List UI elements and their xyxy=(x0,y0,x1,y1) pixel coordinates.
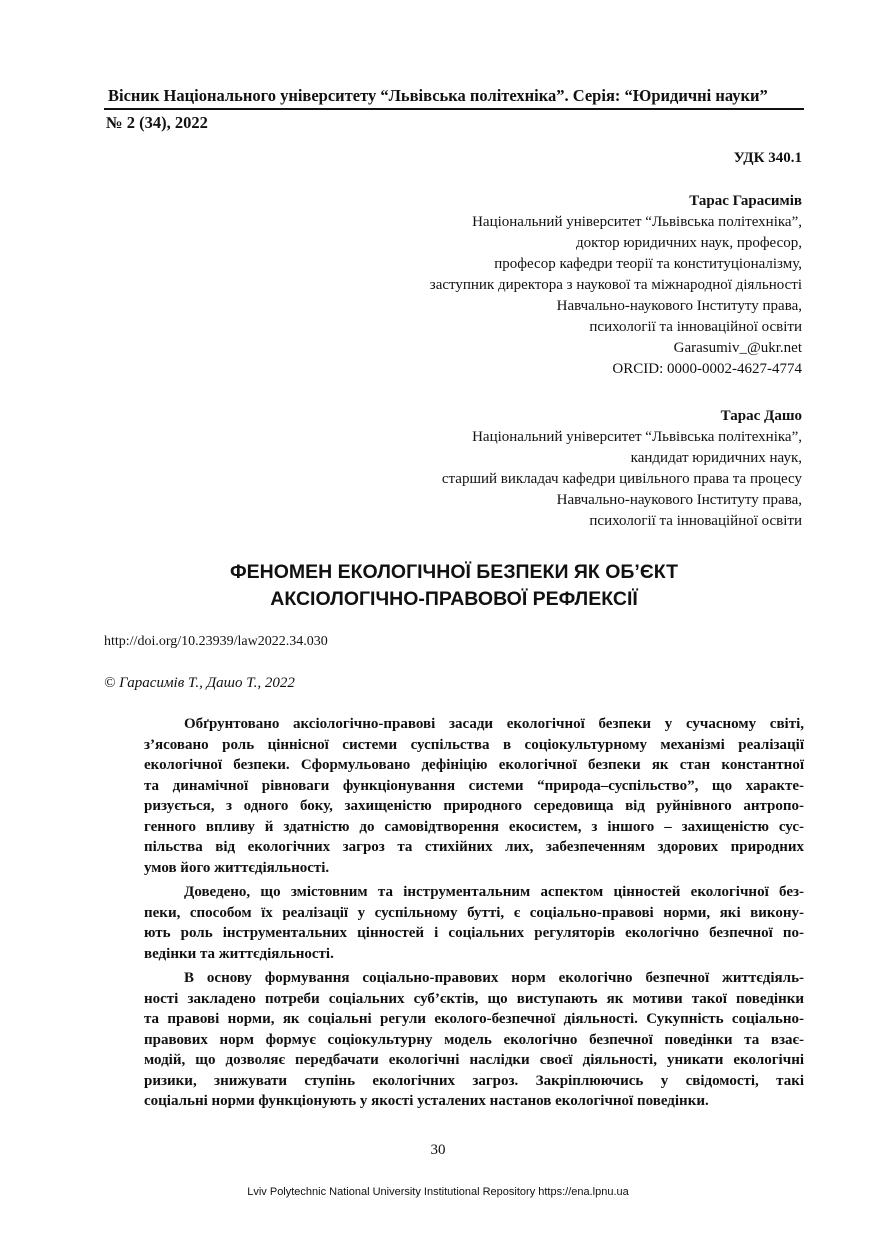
abstract-line: модій, що дозволяє передбачати екологічні наслідки своєї діяльності, уникати екологічні xyxy=(144,1052,804,1068)
author-email[interactable]: Garasumiv_@ukr.net xyxy=(673,340,802,356)
author-affiliation-line: психології та інноваційної освіти xyxy=(589,319,802,335)
abstract-line: та динамічної рівноваги функціонування системи “природа–суспільство”, що характе- xyxy=(144,777,804,794)
journal-title: Вісник Національного університету “Львівська політехніка”. Серія: “Юридичні науки” xyxy=(108,86,768,105)
author-affiliation-line: заступник директора з наукової та міжнародної діяльності xyxy=(429,277,802,293)
abstract-line: умов його життєдіяльності. xyxy=(144,859,330,876)
abstract-line: ризики, знижувати ступінь екологічних загроз. Закріплюючись у свідомості, такі xyxy=(144,1072,804,1089)
header-rule xyxy=(104,108,804,110)
abstract-line: Доведено, що змістовним та інструментальним аспектом цінностей екологічної без- xyxy=(184,884,804,900)
author-affiliation-line: старший викладач кафедри цивільного права та процесу xyxy=(441,471,802,487)
author-name: Тарас Гарасимів xyxy=(689,193,802,209)
author-affiliation-line: психології та інноваційної освіти xyxy=(589,513,802,529)
abstract-line: генного впливу й здатністю до самовідтворення екосистем, з іншого – захищеністю сус- xyxy=(144,818,804,835)
article-title xyxy=(104,559,804,613)
abstract-line: пільства від екологічних загроз та стихійних лих, забезпеченням здорових природних xyxy=(144,839,804,855)
abstract-line: В основу формування соціально-правових норм екологічно безпечної життєдіяль- xyxy=(184,970,804,986)
author-name: Тарас Дашо xyxy=(720,408,802,424)
author-block-2 xyxy=(442,406,802,532)
udk-code: УДК 340.1 xyxy=(733,150,802,166)
doi-link[interactable]: http://doi.org/10.23939/law2022.34.030 xyxy=(104,634,328,649)
abstract-line: правових норм формує соціокультурну модель екологічно безпечної поведінки та взає- xyxy=(144,1031,804,1048)
abstract-line: ризується, з одного боку, захищеністю природного середовища від руйнівного антропо- xyxy=(144,798,804,814)
author-affiliation-line: Навчально-наукового Інституту права, xyxy=(556,492,802,508)
abstract-line: пеки, способом їх реалізації у суспільному бутті, є соціально-правові норми, які викону- xyxy=(144,904,804,921)
abstract-line: з’ясовано роль ціннісної системи суспільства в соціокультурному механізмі реалізації xyxy=(144,736,804,753)
copyright-notice: © Гарасимів Т., Дашо Т., 2022 xyxy=(104,675,295,691)
author-affiliation-line: Національний університет “Львівська політехніка”, xyxy=(472,429,802,445)
page-number: 30 xyxy=(430,1142,446,1158)
abstract-paragraph xyxy=(144,968,804,1112)
article-title-line: ФЕНОМЕН ЕКОЛОГІЧНОЇ БЕЗПЕКИ ЯК ОБ’ЄКТ xyxy=(229,561,678,583)
abstract-line: ведінки та життєдіяльності. xyxy=(144,945,334,962)
abstract-line: Обґрунтовано аксіологічно-правові засади екологічної безпеки у сучасному світі, xyxy=(184,716,804,732)
abstract-line: соціальні норми функціонують у якості усталених настанов екологічної поведінки. xyxy=(144,1093,709,1109)
author-affiliation-line: доктор юридичних наук, професор, xyxy=(576,235,802,251)
abstract-paragraph xyxy=(144,714,804,878)
abstract-line: ють роль інструментальних цінностей і соціальних регуляторів екологічно безпечної по- xyxy=(144,925,804,941)
abstract-line: ності закладено потреби соціальних суб’єктів, що виступають як мотиви такої поведінки xyxy=(144,990,804,1007)
article-title-line: АКСІОЛОГІЧНО-ПРАВОВОЇ РЕФЛЕКСІЇ xyxy=(270,588,638,610)
author-affiliation-line: професор кафедри теорії та конституціоналізму, xyxy=(494,256,802,272)
abstract-line: та правові норми, як соціальні регули еколого-безпечної діяльності. Сукупність соціально- xyxy=(144,1011,804,1027)
author-affiliation-line: Навчально-наукового Інституту права, xyxy=(556,298,802,314)
author-orcid: ORCID: 0000-0002-4627-4774 xyxy=(612,361,802,377)
repository-footer: Lviv Polytechnic National University Institutional Repository https://ena.lpnu.ua xyxy=(247,1186,629,1198)
abstract-line: екологічної безпеки. Сформульовано дефініцію екологічної безпеки як стан константної xyxy=(144,757,804,773)
author-affiliation-line: кандидат юридичних наук, xyxy=(630,450,802,466)
abstract-paragraph xyxy=(144,882,804,964)
author-block-1 xyxy=(430,191,802,380)
abstract xyxy=(144,714,804,1116)
author-affiliation-line: Національний університет “Львівська політехніка”, xyxy=(472,214,802,230)
issue-number: № 2 (34), 2022 xyxy=(106,113,208,132)
